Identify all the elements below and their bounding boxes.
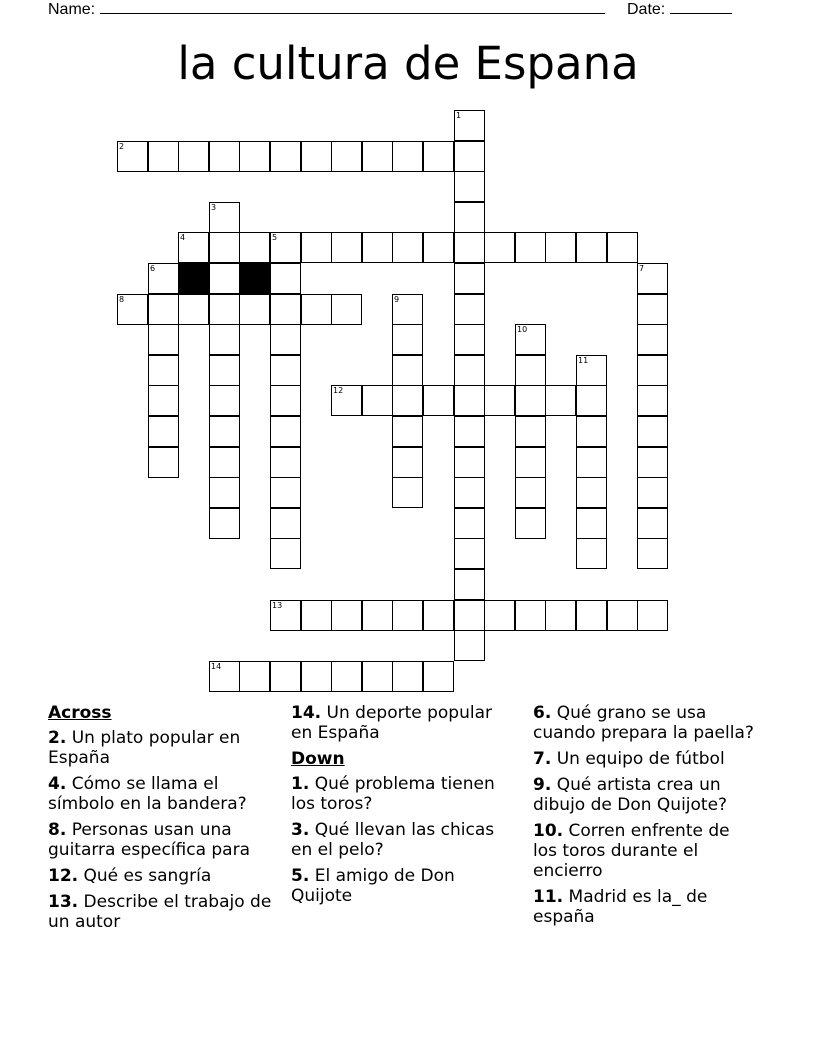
clue-across-14: [291, 703, 516, 743]
clue-column-1: [48, 703, 273, 938]
grid-cell[interactable]: [209, 447, 240, 478]
grid-cell[interactable]: [392, 600, 423, 631]
grid-cell[interactable]: [637, 447, 668, 478]
clue-column-2: [291, 703, 516, 912]
clue-number-label: 6: [150, 264, 156, 273]
grid-cell[interactable]: [637, 538, 668, 569]
grid-cell[interactable]: [637, 416, 668, 447]
clue-text: Madrid es la_ de españa: [533, 887, 708, 927]
clue-number-label: 1: [456, 111, 462, 120]
clue-number: 14.: [291, 703, 322, 723]
grid-cell[interactable]: [239, 294, 270, 325]
clue-across-13: [48, 892, 273, 932]
clue-number: 7.: [533, 749, 552, 769]
grid-cell[interactable]: [148, 141, 179, 172]
grid-cell[interactable]: [301, 600, 332, 631]
black-cell: [178, 263, 209, 294]
clue-down-9: [533, 775, 758, 815]
grid-cell[interactable]: [362, 232, 393, 263]
clue-down-7: [533, 749, 758, 769]
clue-number-label: 13: [272, 601, 283, 610]
clue-number-label: 14: [211, 662, 222, 671]
clue-text: El amigo de Don Quijote: [291, 866, 455, 906]
grid-cell[interactable]: [148, 447, 179, 478]
grid-cell[interactable]: [545, 600, 576, 631]
clue-number: 9.: [533, 775, 552, 795]
clue-number: 13.: [48, 892, 79, 912]
down-heading: Down: [291, 749, 345, 769]
grid-cell[interactable]: [637, 324, 668, 355]
grid-cell[interactable]: [637, 477, 668, 508]
clue-text: Qué grano se usa cuando prepara la paella?: [533, 703, 754, 743]
grid-cell[interactable]: [454, 171, 485, 202]
clue-number-label: 5: [272, 233, 278, 242]
grid-cell[interactable]: [209, 355, 240, 386]
grid-cell[interactable]: [209, 416, 240, 447]
clue-number: 4.: [48, 774, 67, 794]
grid-cell[interactable]: [392, 661, 423, 692]
grid-cell[interactable]: [392, 324, 423, 355]
grid-cell[interactable]: [454, 447, 485, 478]
name-line[interactable]: [100, 0, 605, 14]
grid-cell[interactable]: [423, 141, 454, 172]
grid-cell[interactable]: [178, 294, 209, 325]
grid-cell[interactable]: [515, 508, 546, 539]
grid-cell[interactable]: [270, 385, 301, 416]
clue-down-3: [291, 820, 516, 860]
grid-cell[interactable]: [270, 447, 301, 478]
grid-cell[interactable]: [209, 385, 240, 416]
clue-column-3: [533, 703, 758, 933]
grid-cell[interactable]: [637, 355, 668, 386]
grid-cell[interactable]: [392, 141, 423, 172]
grid-cell[interactable]: [576, 600, 607, 631]
grid-cell[interactable]: [454, 294, 485, 325]
grid-cell[interactable]: [576, 508, 607, 539]
grid-cell[interactable]: [423, 600, 454, 631]
clue-text: Un equipo de fútbol: [556, 749, 725, 769]
grid-cell[interactable]: [637, 600, 668, 631]
clue-number: 10.: [533, 821, 564, 841]
grid-cell[interactable]: [576, 385, 607, 416]
grid-cell[interactable]: [454, 600, 485, 631]
grid-cell[interactable]: [545, 385, 576, 416]
grid-cell[interactable]: [454, 477, 485, 508]
clue-down-6: [533, 703, 758, 743]
clue-text: Un deporte popular en España: [291, 703, 492, 743]
across-heading: Across: [48, 703, 112, 723]
clue-text: Cómo se llama el símbolo en la bandera?: [48, 774, 247, 814]
clue-number-label: 4: [180, 233, 186, 242]
grid-cell[interactable]: [270, 141, 301, 172]
page-title: la cultura de Espana: [177, 37, 639, 90]
grid-cell[interactable]: [239, 661, 270, 692]
grid-cell[interactable]: [392, 416, 423, 447]
grid-cell[interactable]: [454, 385, 485, 416]
grid-cell[interactable]: [637, 508, 668, 539]
grid-cell[interactable]: [148, 385, 179, 416]
grid-cell[interactable]: [454, 355, 485, 386]
grid-cell[interactable]: [454, 538, 485, 569]
clue-across-12: [48, 866, 273, 886]
grid-cell[interactable]: [331, 294, 362, 325]
grid-cell[interactable]: [454, 569, 485, 600]
clue-number-label: 8: [119, 295, 125, 304]
clue-down-11: [533, 887, 758, 927]
grid-cell[interactable]: [454, 630, 485, 661]
clue-text: Qué llevan las chicas en el pelo?: [291, 820, 495, 860]
grid-cell[interactable]: [148, 416, 179, 447]
clue-number: 11.: [533, 887, 564, 907]
grid-cell[interactable]: [515, 416, 546, 447]
clue-number: 1.: [291, 774, 310, 794]
grid-cell[interactable]: [515, 355, 546, 386]
grid-cell[interactable]: [362, 385, 393, 416]
clue-text: Corren enfrente de los toros durante el encierro: [533, 821, 730, 881]
grid-cell[interactable]: [270, 355, 301, 386]
grid-cell[interactable]: [301, 661, 332, 692]
clue-text: Qué es sangría: [83, 866, 212, 886]
grid-cell[interactable]: [331, 661, 362, 692]
date-field[interactable]: [627, 0, 732, 19]
clue-number: 2.: [48, 728, 67, 748]
grid-cell[interactable]: [454, 141, 485, 172]
clue-text: Describe el trabajo de un autor: [48, 892, 272, 932]
clue-across-2: [48, 728, 273, 768]
grid-cell[interactable]: [545, 232, 576, 263]
grid-cell[interactable]: [576, 232, 607, 263]
grid-cell[interactable]: [270, 416, 301, 447]
clue-number: 3.: [291, 820, 310, 840]
grid-cell[interactable]: [484, 600, 515, 631]
date-line[interactable]: [670, 0, 732, 14]
grid-cell[interactable]: [148, 324, 179, 355]
black-cell: [239, 263, 270, 294]
grid-cell[interactable]: [515, 600, 546, 631]
clue-number-label: 12: [333, 386, 344, 395]
grid-cell[interactable]: [209, 141, 240, 172]
clue-number: 6.: [533, 703, 552, 723]
grid-cell[interactable]: [392, 385, 423, 416]
grid-cell[interactable]: [423, 661, 454, 692]
grid-cell[interactable]: [148, 355, 179, 386]
clue-number: 12.: [48, 866, 79, 886]
grid-cell[interactable]: [515, 385, 546, 416]
grid-cell[interactable]: [484, 385, 515, 416]
grid-cell[interactable]: [209, 508, 240, 539]
grid-cell[interactable]: [515, 232, 546, 263]
grid-cell[interactable]: [209, 232, 240, 263]
grid-cell[interactable]: [331, 232, 362, 263]
clue-number-label: 9: [394, 295, 400, 304]
clue-down-1: [291, 774, 516, 814]
grid-cell[interactable]: [454, 202, 485, 233]
clue-number-label: 7: [639, 264, 645, 273]
grid-cell[interactable]: [209, 263, 240, 294]
name-label: Name:: [48, 1, 96, 18]
grid-cell[interactable]: [423, 232, 454, 263]
grid-cell[interactable]: [301, 141, 332, 172]
grid-cell[interactable]: [607, 600, 638, 631]
grid-cell[interactable]: [454, 263, 485, 294]
date-label: Date:: [627, 1, 666, 18]
grid-cell[interactable]: [515, 477, 546, 508]
grid-cell[interactable]: [392, 355, 423, 386]
grid-cell[interactable]: [454, 232, 485, 263]
grid-cell[interactable]: [178, 141, 209, 172]
grid-cell[interactable]: [362, 600, 393, 631]
grid-cell[interactable]: [576, 416, 607, 447]
grid-cell[interactable]: [331, 141, 362, 172]
grid-cell[interactable]: [454, 324, 485, 355]
grid-cell[interactable]: [576, 447, 607, 478]
grid-cell[interactable]: [270, 324, 301, 355]
grid-cell[interactable]: [209, 324, 240, 355]
grid-cell[interactable]: [362, 661, 393, 692]
grid-cell[interactable]: [331, 600, 362, 631]
clue-text: Qué artista crea un dibujo de Don Quijote?: [533, 775, 728, 815]
grid-cell[interactable]: [607, 232, 638, 263]
clue-down-10: [533, 821, 758, 881]
grid-cell[interactable]: [239, 232, 270, 263]
grid-cell[interactable]: [270, 538, 301, 569]
clue-text: Personas usan una guitarra específica para: [48, 820, 250, 860]
clue-text: Un plato popular en España: [48, 728, 241, 768]
clue-text: Qué problema tienen los toros?: [291, 774, 495, 814]
grid-cell[interactable]: [576, 538, 607, 569]
grid-cell[interactable]: [454, 508, 485, 539]
grid-cell[interactable]: [515, 447, 546, 478]
name-field[interactable]: [48, 0, 605, 19]
grid-cell[interactable]: [301, 232, 332, 263]
grid-cell[interactable]: [423, 385, 454, 416]
grid-cell[interactable]: [270, 477, 301, 508]
grid-cell[interactable]: [362, 141, 393, 172]
grid-cell[interactable]: [148, 294, 179, 325]
clue-across-4: [48, 774, 273, 814]
grid-cell[interactable]: [270, 263, 301, 294]
clue-number-label: 11: [578, 356, 589, 365]
grid-cell[interactable]: [209, 477, 240, 508]
grid-cell[interactable]: [484, 232, 515, 263]
grid-cell[interactable]: [270, 294, 301, 325]
clue-number: 5.: [291, 866, 310, 886]
clue-number-label: 2: [119, 142, 125, 151]
grid-cell[interactable]: [301, 294, 332, 325]
clue-across-8: [48, 820, 273, 860]
grid-cell[interactable]: [637, 385, 668, 416]
clue-number-label: 10: [517, 325, 528, 334]
clue-number-label: 3: [211, 203, 217, 212]
clue-down-5: [291, 866, 516, 906]
grid-cell[interactable]: [637, 294, 668, 325]
grid-cell[interactable]: [392, 447, 423, 478]
grid-cell[interactable]: [270, 508, 301, 539]
grid-cell[interactable]: [576, 477, 607, 508]
grid-cell[interactable]: [270, 661, 301, 692]
grid-cell[interactable]: [454, 416, 485, 447]
grid-cell[interactable]: [209, 294, 240, 325]
clue-number: 8.: [48, 820, 67, 840]
grid-cell[interactable]: [239, 141, 270, 172]
grid-cell[interactable]: [392, 477, 423, 508]
grid-cell[interactable]: [392, 232, 423, 263]
